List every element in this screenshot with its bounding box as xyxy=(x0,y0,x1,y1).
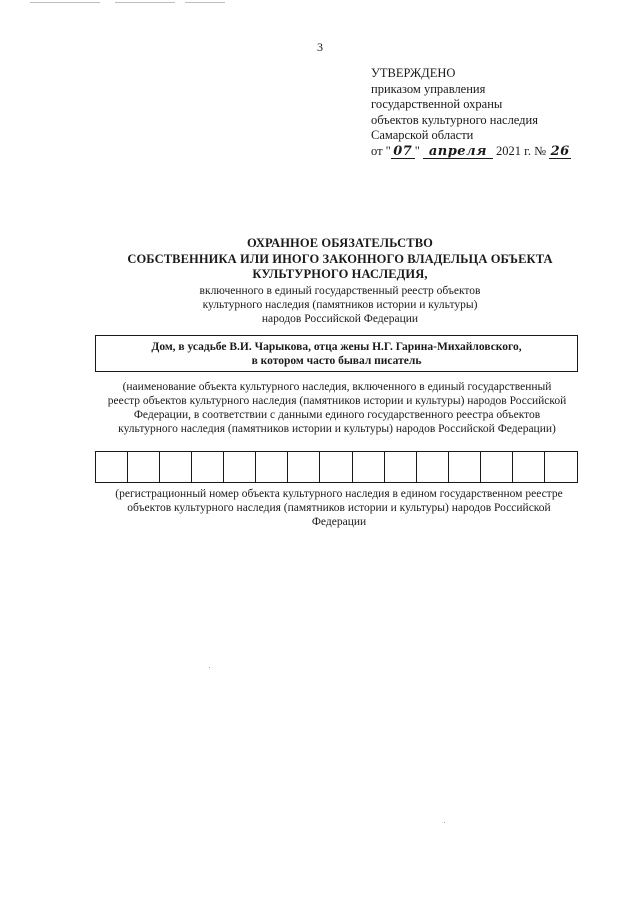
scan-edge-line xyxy=(30,2,100,3)
registration-number-cell xyxy=(545,452,577,482)
title-line: КУЛЬТУРНОГО НАСЛЕДИЯ, xyxy=(252,267,428,281)
registration-number-cell xyxy=(417,452,449,482)
approval-line: УТВЕРЖДЕНО xyxy=(371,66,456,80)
caption-line: (регистрационный номер объекта культурного наследия в едином государственном реестре xyxy=(115,488,563,500)
subtitle-line: включенного в единый государственный реестр объектов xyxy=(199,285,481,297)
approval-line: приказом управления xyxy=(371,81,486,96)
subtitle-line: культурного наследия (памятников истории и культуры) xyxy=(202,299,478,311)
registration-number-cell xyxy=(385,452,417,482)
registration-number-cell xyxy=(96,452,128,482)
approval-block xyxy=(371,66,571,159)
object-name-box xyxy=(95,335,578,372)
registration-number-cell xyxy=(288,452,320,482)
registration-number-cell xyxy=(192,452,224,482)
year-number-label: 2021 г. № xyxy=(496,143,547,158)
scan-speck xyxy=(444,822,445,823)
registration-number-caption xyxy=(92,487,586,529)
caption-line: Федерации xyxy=(311,516,367,528)
registration-number-cell xyxy=(128,452,160,482)
caption-line: объектов культурного наследия (памятников истории и культуры) народов Российской xyxy=(127,502,551,514)
registration-number-cell xyxy=(449,452,481,482)
page-number: 3 xyxy=(317,40,323,54)
approval-date-line xyxy=(371,144,571,160)
subtitle-line: народов Российской Федерации xyxy=(261,313,419,325)
caption-line: (наименование объекта культурного наследия, включенного в единый государственный xyxy=(122,381,552,393)
registration-number-cell xyxy=(513,452,545,482)
registration-number-cell xyxy=(256,452,288,482)
registration-number-cell xyxy=(320,452,352,482)
handwritten-month: апреля xyxy=(423,145,493,159)
scan-edge-line xyxy=(115,2,175,3)
approval-line: государственной охраны xyxy=(371,97,503,111)
scan-edge-line xyxy=(185,2,225,3)
document-title xyxy=(0,236,640,283)
registration-number-cell xyxy=(353,452,385,482)
document-subtitle xyxy=(0,284,640,326)
object-name-line: в котором часто бывал писатель xyxy=(251,355,422,367)
title-line: СОБСТВЕННИКА ИЛИ ИНОГО ЗАКОННОГО ВЛАДЕЛЬЦА ОБЪЕКТА xyxy=(127,251,553,266)
handwritten-day: 07 xyxy=(391,145,415,159)
caption-line: культурного наследия (памятников истории и культуры) народов Российской Федерации) xyxy=(118,423,556,435)
caption-line: реестр объектов культурного наследия (памятников истории и культуры) народов Российской xyxy=(107,395,567,407)
object-name-line: Дом, в усадьбе В.И. Чарыкова, отца жены Н.Г. Гарина-Михайловского, xyxy=(151,341,522,353)
approval-line: Самарской области xyxy=(371,128,474,142)
title-line: ОХРАННОЕ ОБЯЗАТЕЛЬСТВО xyxy=(247,236,433,250)
registration-number-grid xyxy=(95,451,578,483)
caption-line: Федерации, в соответствии с данными единого государственного реестра объектов xyxy=(133,409,541,421)
object-name-caption xyxy=(84,380,590,436)
registration-number-cell xyxy=(224,452,256,482)
approval-line: объектов культурного наследия xyxy=(371,112,538,127)
registration-number-cell xyxy=(160,452,192,482)
scan-speck xyxy=(209,667,210,668)
date-quote-close: " xyxy=(414,143,420,158)
registration-number-cell xyxy=(481,452,513,482)
handwritten-order-number: 26 xyxy=(550,143,570,159)
date-prefix: от " xyxy=(371,143,391,158)
